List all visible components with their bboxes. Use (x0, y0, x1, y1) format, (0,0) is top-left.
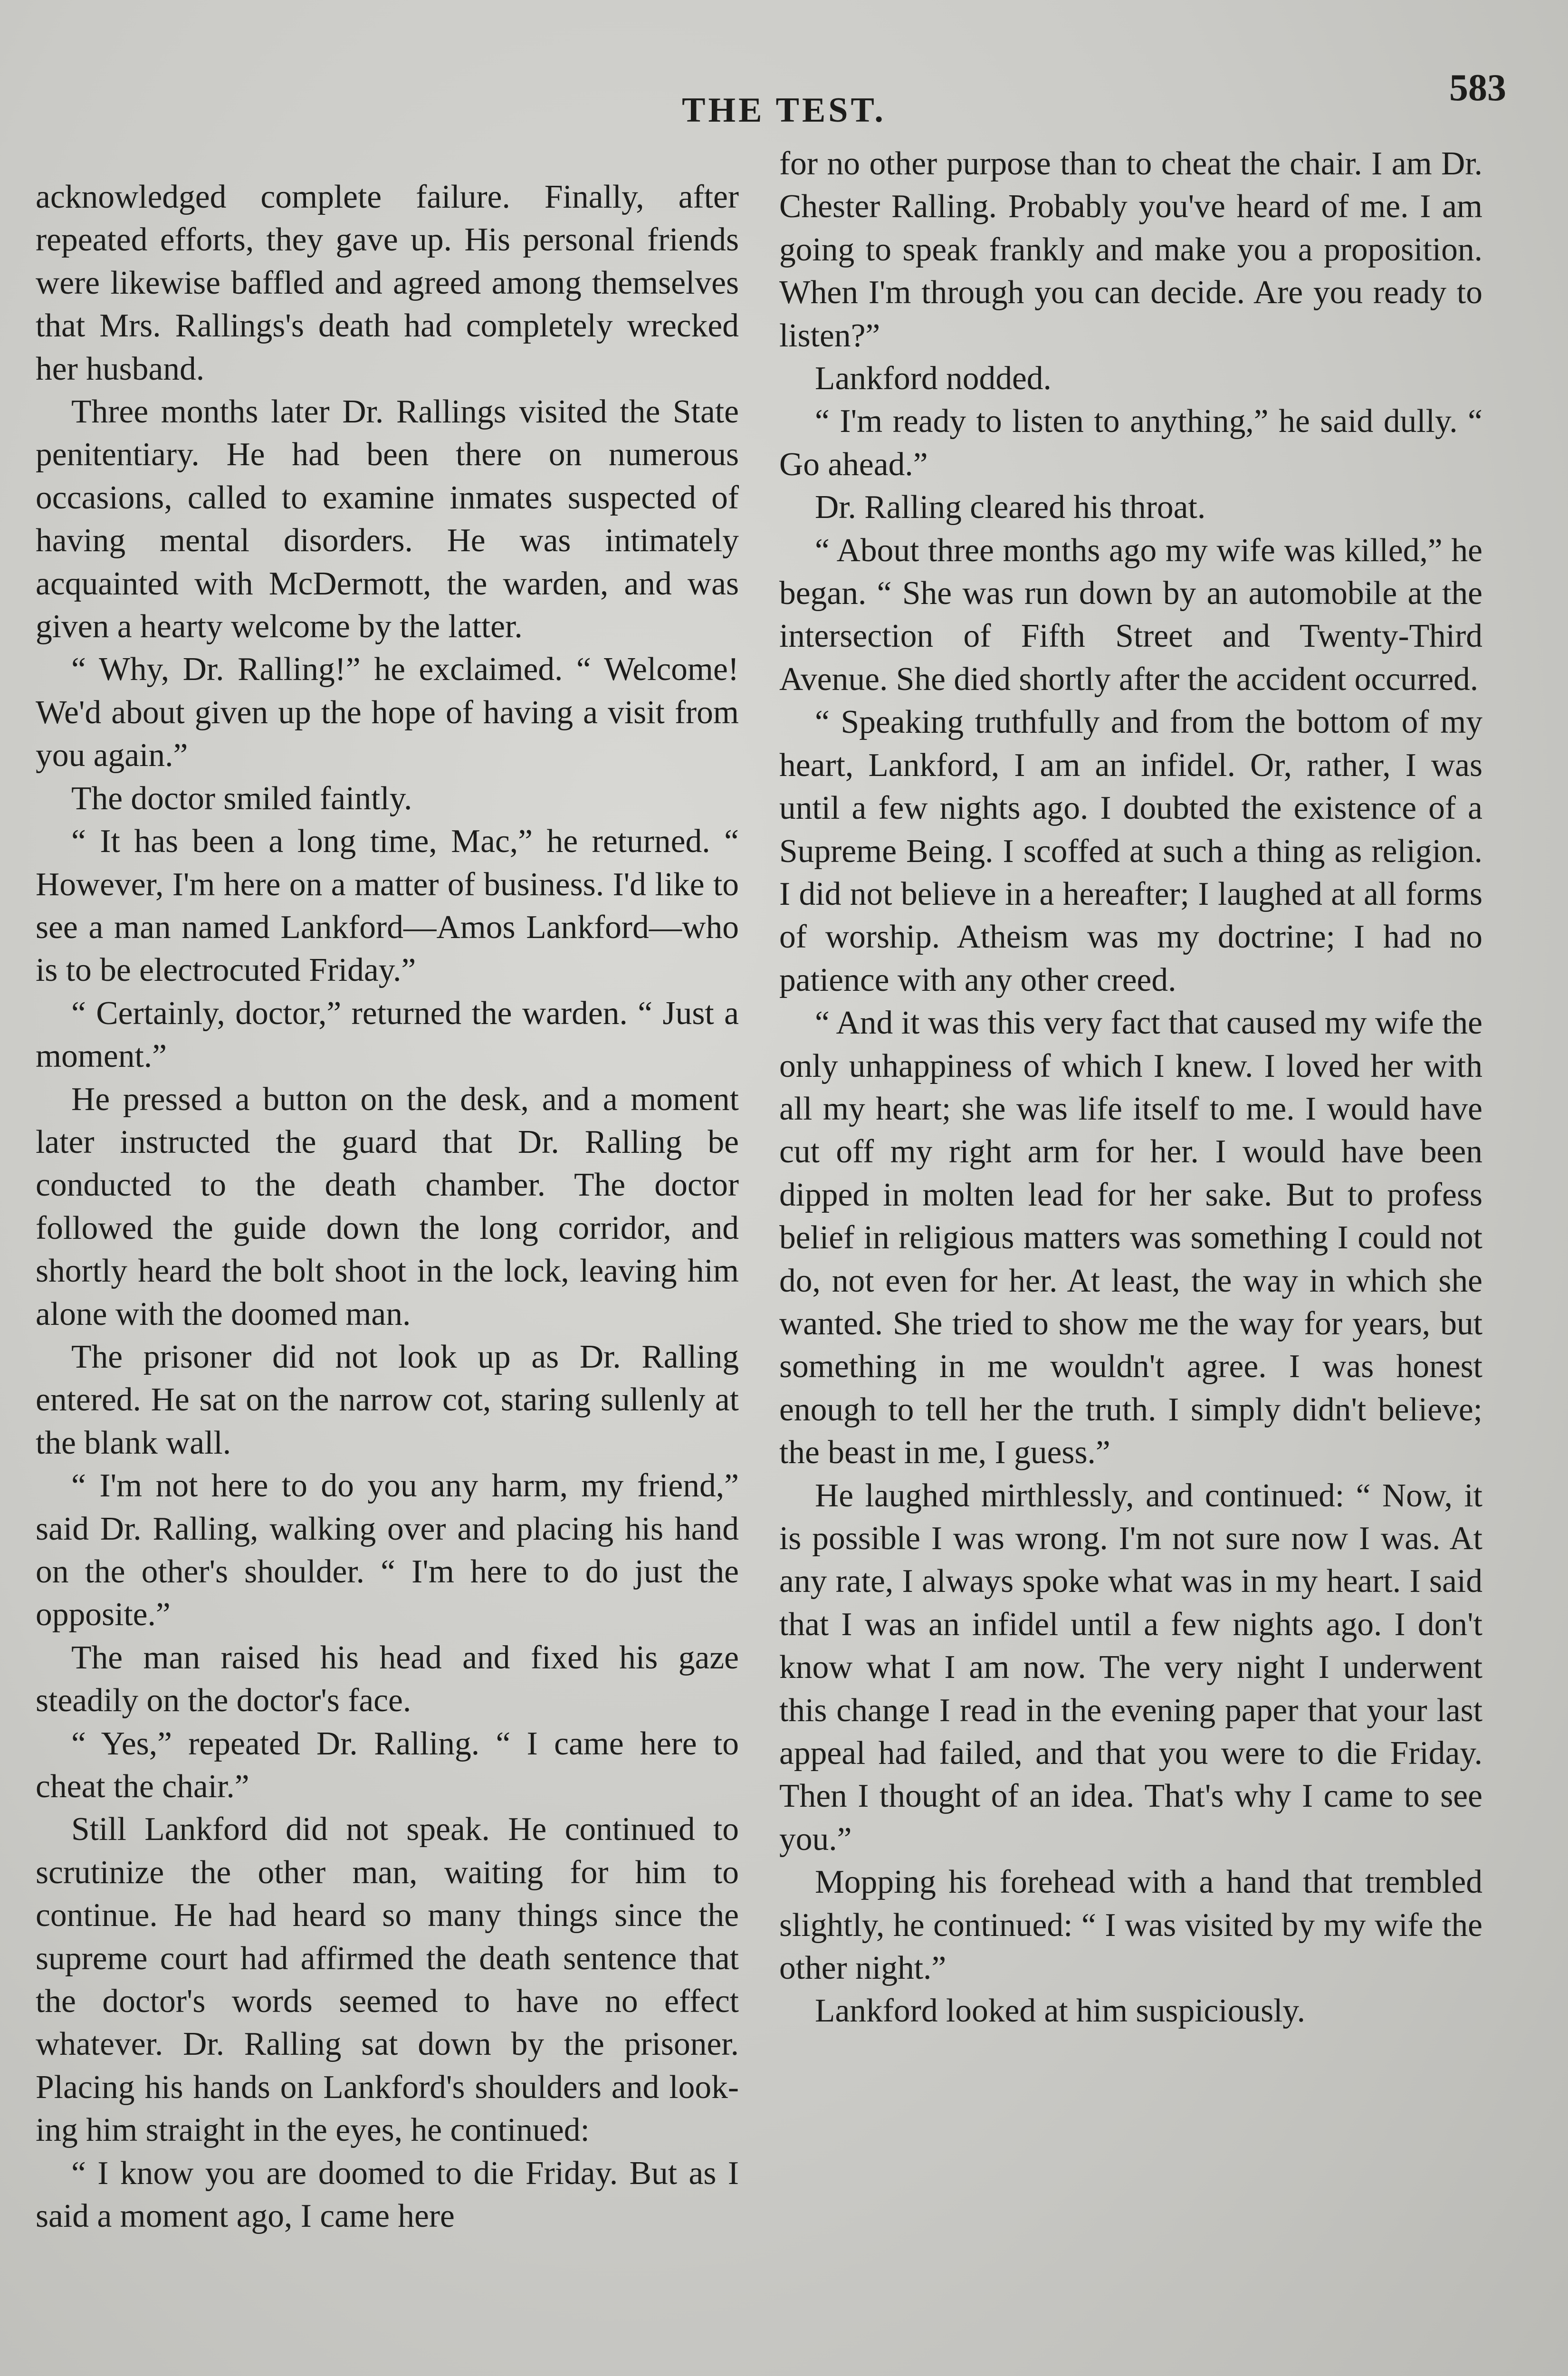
paragraph: “ I know you are doomed to die Friday. But as I said a moment ago, I came here (36, 2155, 739, 2235)
running-title: THE TEST. (682, 91, 886, 130)
page-number: 583 (1449, 67, 1506, 109)
paragraph: “ I'm ready to listen to anything,” he said dully. “ Go ahead.” (779, 403, 1482, 483)
paragraph: “ Why, Dr. Ralling!” he exclaimed. “ Welcome! We'd about given up the hope of having a visit from you again.” (36, 651, 739, 774)
paragraph: Mopping his forehead with a hand that trembled slightly, he continued: “ I was visited by my wife the other night.” (779, 1864, 1482, 1987)
paragraph: “ And it was this very fact that caused my wife the only unhappiness of which I knew. I loved her with all my heart; she was life itself to me. I would have cut off my right arm for her. I would have been dipped in molten lead for her sake. But to profess belief in religious matters was something I could not do, not even for her. At least, the way in which she wanted. She tried to show me the way for years, but something in me wouldn't agree. I was honest enough to tell her the truth. I simply didn't believe; the beast in me, I guess.” (779, 1005, 1482, 1471)
paragraph: “ I'm not here to do you any harm, my friend,” said Dr. Ralling, walking over and placing his hand on the other's shoulder. “ I'm here to do just the opposite.” (36, 1467, 739, 1633)
paragraph: “ Speaking truthfully and from the bottom of my heart, Lankford, I am an infidel. Or, rather, I was until a few nights ago. I doubted the existence of a Supreme Being. I scoffed at such a thing as religion. I did not believe in a hereafter; I laughed at all forms of worship. Atheism was my doctrine; I had no patience with any other creed. (779, 704, 1482, 998)
paragraph: He pressed a button on the desk, and a moment later instructed the guard that Dr. Ralling be conducted to the death chamber. The doctor followed the guide down the long corridor, and shortly heard the bolt shoot in the lock, leaving him alone with the doomed man. (36, 1081, 739, 1332)
paragraph: The prisoner did not look up as Dr. Ralling entered. He sat on the narrow cot, staring sullenly at the blank wall. (36, 1338, 739, 1461)
paragraph: “ Yes,” repeated Dr. Ralling. “ I came here to cheat the chair.” (36, 1725, 739, 1805)
paragraph: The doctor smiled faintly. (71, 780, 412, 817)
paragraph: Three months later Dr. Rallings visited the State penitentiary. He had been there on numerous occasions, called to examine inmates suspected of having mental disorders. He was intimately acquainted with McDermott, the warden, and was given a hearty welcome by the latter. (36, 393, 739, 645)
paragraph: He laughed mirthlessly, and continued: “ Now, it is possible I was wrong. I'm not sure now I was. At any rate, I always spoke what was in my heart. I said that I was an infidel until a few nights ago. I don't know what I am now. The very night I underwent this change I read in the evening paper that your last appeal had failed, and that you were to die Friday. Then I thought of an idea. That's why I came to see you.” (779, 1477, 1482, 1858)
paragraph: “ About three months ago my wife was killed,” he began. “ She was run down by an automobile at the intersection of Fifth Street and Twenty-Third Avenue. She died shortly after the accident occurred. (779, 532, 1482, 698)
paragraph: Still Lankford did not speak. He continued to scrutinize the other man, waiting for him to continue. He had heard so many things since the supreme court had affirmed the death sentence that the doctor's words seemed to have no effect whatever. Dr. Ralling sat down by the prisoner. Placing his hands on Lankford's shoulders and looking him straight in the eyes, he continued: (36, 1811, 739, 2149)
paragraph: Lankford nodded. (815, 360, 1052, 397)
right-column (779, 143, 1482, 2033)
paragraph: The man raised his head and fixed his gaze steadily on the doctor's face. (36, 1639, 739, 1719)
paragraph: for no other purpose than to cheat the chair. I am Dr. Chester Ralling. Probably you've heard of me. I am going to speak frankly and make you a proposition. When I'm through you can decide. Are you ready to listen?” (779, 145, 1482, 354)
paragraph: “ It has been a long time, Mac,” he returned. “ However, I'm here on a matter of business. I'd like to see a man named Lankford—Amos Lankford—who is to be electrocuted Friday.” (36, 823, 739, 989)
left-column (36, 176, 739, 2238)
paragraph: acknowledged complete failure. Finally, after repeated efforts, they gave up. His personal friends were likewise baffled and agreed among themselves that Mrs. Rallings's death had completely wrecked her husband. (36, 179, 739, 387)
paragraph: “ Certainly, doctor,” returned the warden. “ Just a moment.” (36, 995, 739, 1075)
paragraph: Dr. Ralling cleared his throat. (815, 489, 1206, 526)
paragraph: Lankford looked at him suspiciously. (815, 1993, 1306, 2030)
